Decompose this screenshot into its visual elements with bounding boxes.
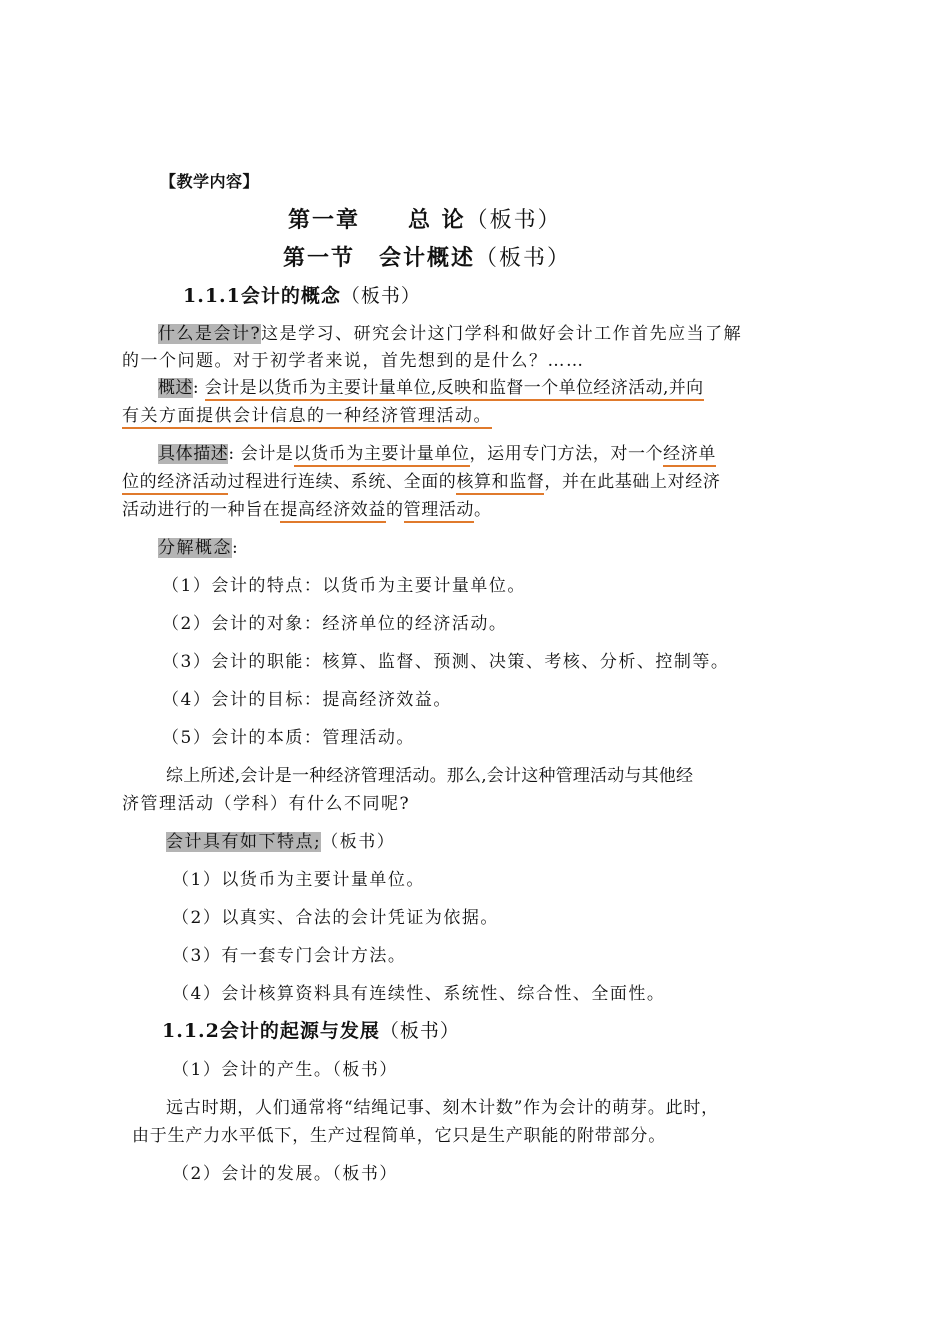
detail-underline-functions: 核算和监督	[456, 472, 544, 495]
features-item-3: （3）有一套专门会计方法。	[172, 946, 407, 966]
overview-line-1	[158, 376, 704, 400]
section-title: 第一节 会计概述	[283, 245, 476, 271]
detail-line-1	[158, 442, 716, 466]
features-item-1: （1）以货币为主要计量单位。	[172, 870, 425, 890]
detail-underline-unit: 以货币为主要计量单位	[294, 444, 470, 467]
detail-underline-essence: 管理活动	[404, 500, 474, 523]
subsection-note-1: （板书）	[340, 285, 421, 307]
decompose-item-1: （1）会计的特点：以货币为主要计量单位。	[162, 576, 526, 596]
overview-line-2	[122, 404, 492, 428]
section-note: （板书）	[475, 246, 572, 271]
decompose-item-4: （4）会计的目标：提高经济效益。	[162, 690, 452, 710]
overview-definition: 会计是以货币为主要计量单位,反映和监督一个单位经济活动,并向	[205, 378, 704, 401]
chapter-title: 第一章 总 论	[288, 207, 466, 233]
subsection-title-2: 1.1.2会计的起源与发展	[162, 1020, 380, 1042]
detail-text: 过程进行连续、系统、全面的	[227, 472, 457, 492]
detail-underline-entity: 经济单	[663, 444, 716, 467]
decompose-item-3: （3）会计的职能：核算、监督、预测、决策、考核、分析、控制等。	[162, 652, 730, 672]
features-item-4: （4）会计核算资料具有连续性、系统性、综合性、全面性。	[172, 984, 666, 1004]
summary-line-2: 济管理活动（学科）有什么不同呢?	[122, 794, 411, 814]
detail-text: ，并在此基础上对经济	[544, 472, 721, 492]
subsection-note-2: （板书）	[379, 1020, 460, 1042]
intro-line-2: 的一个问题。对于初学者来说，首先想到的是什么？……	[122, 351, 585, 371]
summary-line-1: 综上所述,会计是一种经济管理活动。那么,会计这种管理活动与其他经	[166, 766, 694, 786]
features-note: （板书）	[321, 832, 396, 852]
detail-text: ，运用专门方法，对一个	[469, 444, 664, 464]
detail-underline-goal: 提高经济效益	[280, 500, 386, 523]
detail-text: : 会计是	[228, 444, 294, 464]
intro-question: 什么是会计?	[158, 324, 262, 344]
features-item-2: （2）以真实、合法的会计凭证为依据。	[172, 908, 499, 928]
subsection-heading-1	[183, 283, 421, 309]
decompose-heading	[158, 536, 239, 560]
intro-text: 这是学习、研究会计这门学科和做好会计工作首先应当了解	[261, 324, 743, 344]
origin-item-1: （1）会计的产生。（板书）	[172, 1060, 398, 1080]
detail-text: 活动进行的一种旨在	[122, 500, 281, 520]
detail-underline-entity-cont: 位的经济活动	[122, 472, 228, 495]
detail-line-3	[122, 498, 492, 522]
decompose-item-2: （2）会计的对象：经济单位的经济活动。	[162, 614, 508, 634]
overview-label: 概述	[158, 378, 193, 398]
origin-para-line-2: 由于生产力水平低下，生产过程简单，它只是生产职能的附带部分。	[132, 1126, 666, 1146]
subsection-title-1: 1.1.1会计的概念	[183, 285, 341, 307]
detail-line-2	[122, 470, 720, 494]
chapter-heading	[288, 205, 562, 236]
detail-label: 具体描述	[158, 444, 229, 464]
features-heading	[166, 830, 395, 854]
overview-definition-cont: 有关方面提供会计信息的一种经济管理活动。	[122, 406, 492, 429]
origin-para-line-1: 远古时期，人们通常将“结绳记事、刻木计数”作为会计的萌芽。此时，	[166, 1098, 719, 1118]
decompose-colon: :	[232, 538, 240, 558]
origin-item-2: （2）会计的发展。（板书）	[172, 1164, 398, 1184]
intro-line-1	[158, 322, 742, 346]
features-label: 会计具有如下特点;	[166, 832, 322, 852]
chapter-note: （板书）	[465, 208, 562, 233]
decompose-item-5: （5）会计的本质：管理活动。	[162, 728, 415, 748]
detail-text: 的	[386, 500, 404, 520]
subsection-heading-2	[162, 1018, 460, 1044]
section-heading	[283, 243, 571, 274]
detail-text: 。	[474, 500, 492, 520]
decompose-label: 分解概念	[158, 538, 232, 558]
overview-colon: :	[192, 378, 199, 398]
section-label: 【教学内容】	[160, 172, 260, 191]
